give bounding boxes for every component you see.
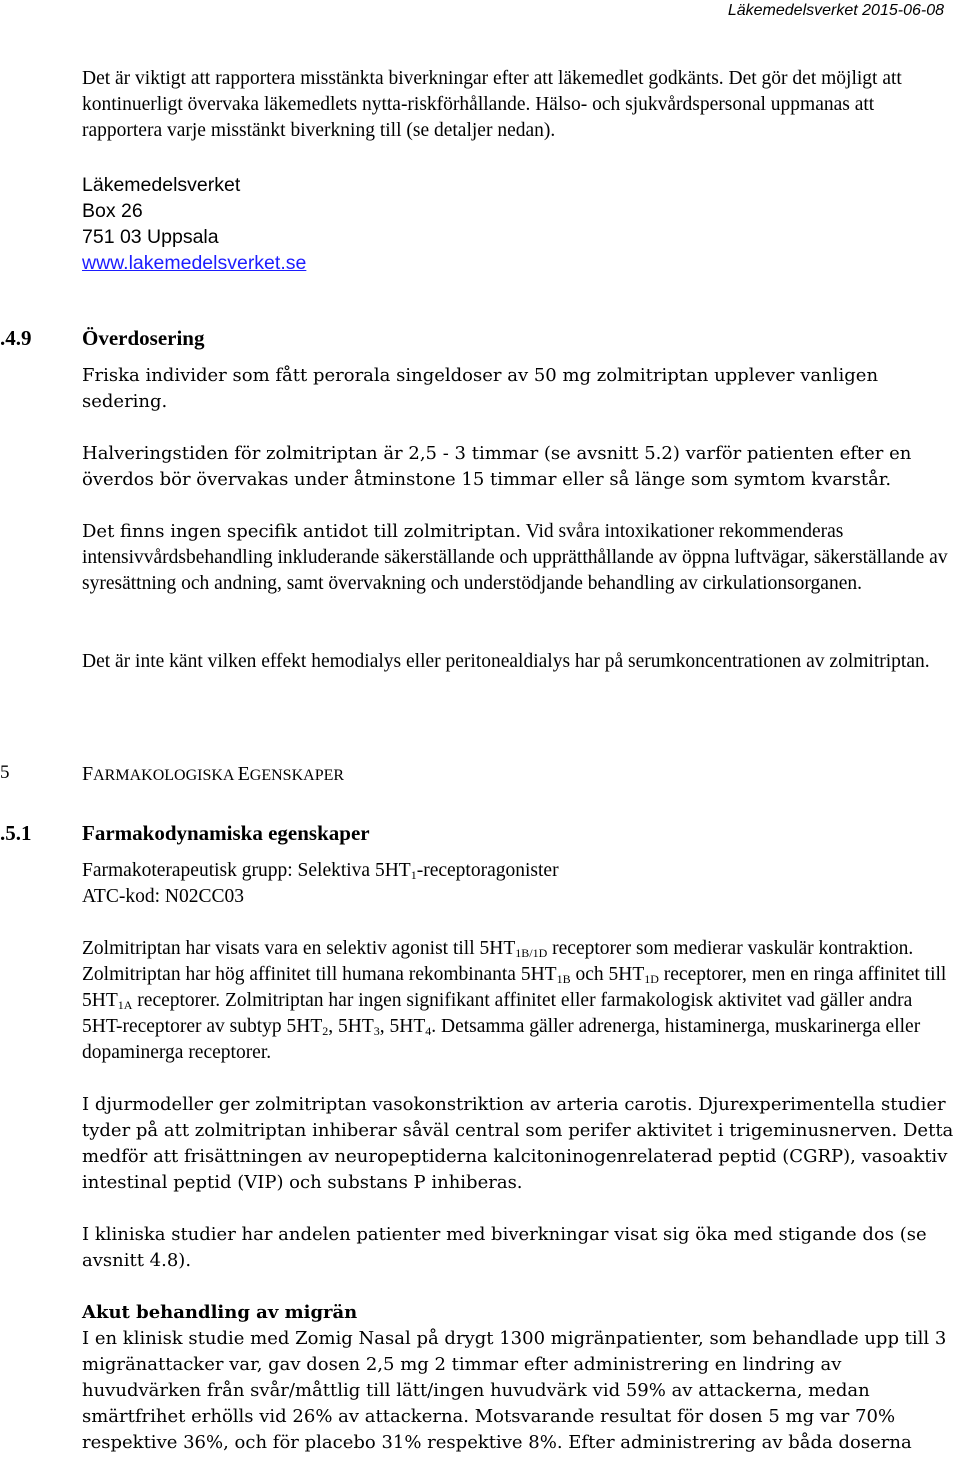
atc-code: ATC-kod: N02CC03 — [82, 886, 244, 907]
address-postal: 751 03 Uppsala — [82, 226, 219, 248]
acute-treatment-text: I en klinisk studie med Zomig Nasal på drygt 1300 migränpatienter, som behandlade upp till 3 migränattacker var, gav dosen 2,5 mg 2 timmar efter administrering en lindring av huvudvärken från svår/måttlig till lätt/ingen huvudvärk vid 59% av attackerna, medan smärtfrihet erhölls vid 26% av attackerna. Motsvarande resultat för dosen 5 mg var 70% respektive 36%, och för placebo 31% respektive 8%. Efter administrering av båda doserna — [82, 1328, 947, 1453]
section-5-1-title: Farmakodynamiska egenskaper — [82, 821, 370, 845]
overdose-paragraph-1: Friska individer som fått perorala singeldoser av 50 mg zolmitriptan upplever vanligen sedering. — [82, 365, 879, 412]
reporting-paragraph: Det är viktigt att rapportera misstänkta biverkningar efter att läkemedlet godkänts. Det gör det möjligt att kontinuerligt övervaka läkemedlets nytta-riskförhållande. Hälso- och sjukvårdspersonal uppmanas att rapportera varje misstänkt biverkning till (se detaljer nedan). — [82, 68, 902, 141]
overdose-paragraph-2: Halveringstiden för zolmitriptan är 2,5 - 3 timmar (se avsnitt 5.2) varför patienten efter en överdos bör övervakas under åtminstone 15 timmar eller så länge som symtom kvarstår. — [82, 443, 912, 490]
clinical-studies-paragraph: I kliniska studier har andelen patienter med biverkningar visat sig öka med stigande dos (se avsnitt 4.8). — [82, 1224, 927, 1271]
mechanism-paragraph: Zolmitriptan har visats vara en selektiv agonist till $5HT_{1B/1D}$ receptorer som medierar vaskulär kontraktion. Zolmitriptan har hög affinitet till humana rekombinanta $5HT_{1B}$ och $5HT_{1D}$ receptorer, men en ringa affinitet till $5HT_{1A}$ receptorer. Zolmitriptan har ingen signifikant affinitet eller farmakologisk aktivitet vad gäller andra 5HT-receptorer av subtyp $5HT_2$, $5HT_3$, $5HT_4$. Detsamma gäller adrenerga, histaminerga, muskarinerga eller dopaminerga receptorer. — [82, 938, 947, 1063]
overdose-paragraph-3 — [82, 519, 952, 597]
section-5-number: 5 — [0, 762, 10, 783]
section-4-9-number: .4.9 — [0, 326, 32, 350]
address-block — [82, 172, 306, 276]
acute-treatment-heading: Akut behandling av migrän — [82, 1302, 358, 1323]
agency-website-link[interactable]: www.lakemedelsverket.se — [82, 252, 307, 274]
pharmacotherapeutic-group — [82, 858, 950, 910]
overdose-paragraph-4: Det är inte känt vilken effekt hemodialys eller peritonealdialys har på serumkoncentrationen av zolmitriptan. — [82, 651, 930, 672]
section-5-1-number: .5.1 — [0, 821, 32, 845]
intox-sentences: Vid svåra intoxikationer rekommenderas intensivvårdsbehandling inkluderande säkerställande och upprätthållande av öppna luftvägar, säkerställande av syresättning och andning, samt övervakning och understödjande behandling av cirkulationsorganen. — [82, 521, 948, 594]
document-header: Läkemedelsverket 2015-06-08 — [727, 2, 944, 19]
animal-studies-paragraph: I djurmodeller ger zolmitriptan vasokonstriktion av arteria carotis. Djurexperimentella studier tyder på att zolmitriptan inhiberar såväl central som perifer aktivitet i trigeminusnerven. Detta medför att frisättningen av neuropeptiderna kalcitoninogenrelaterad peptid (CGRP), vasoaktiv intestinal peptid (VIP) och substans P inhiberas. — [82, 1094, 954, 1193]
group-line: Farmakoterapeutisk grupp: Selektiva $5HT_1$-receptoragonister — [82, 860, 559, 882]
section-5-title: FARMAKOLOGISKA EGENSKAPER — [82, 763, 345, 785]
antidot-sentence: Det finns ingen specifik antidot till zolmitriptan. — [82, 521, 522, 542]
address-agency: Läkemedelsverket — [82, 174, 241, 196]
address-box: Box 26 — [82, 200, 143, 222]
section-4-9-title: Överdosering — [82, 326, 205, 350]
acute-treatment-block — [82, 1300, 954, 1456]
